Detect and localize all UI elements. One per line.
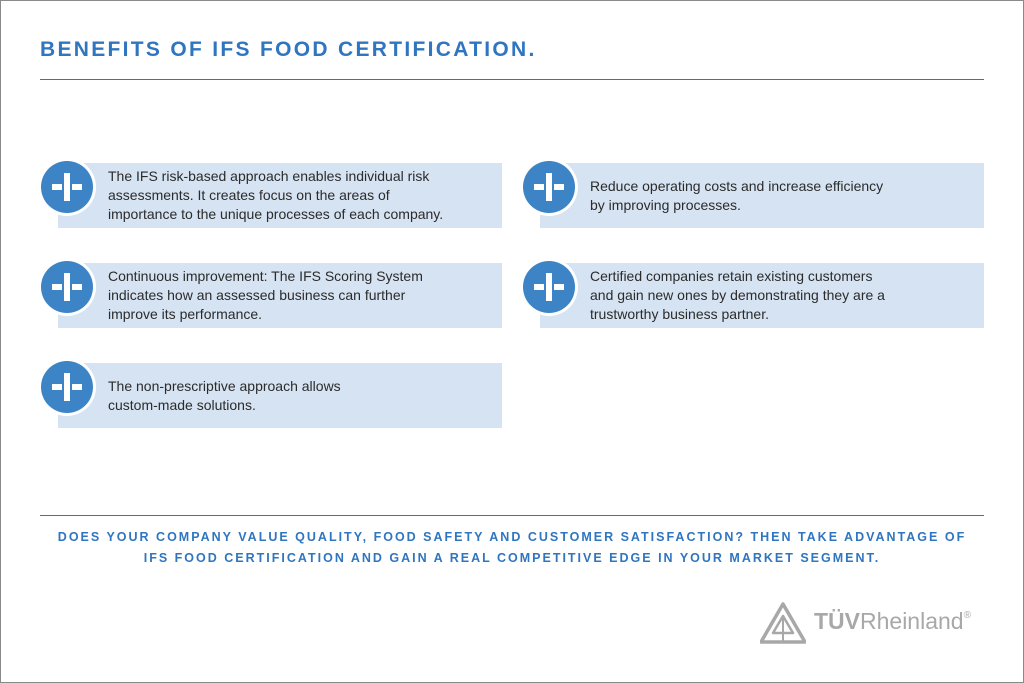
plus-circle-icon xyxy=(41,161,93,213)
benefit-card-4 xyxy=(540,263,984,328)
benefit-card-1 xyxy=(58,163,502,228)
registered-mark: ® xyxy=(963,610,971,621)
benefit-card-2 xyxy=(540,163,984,228)
benefit-text: The IFS risk-based approach enables individual risk assessments. It creates focus on the areas of importance to the unique processes of each company. xyxy=(108,168,444,222)
page-title: BENEFITS OF IFS FOOD CERTIFICATION. xyxy=(40,38,537,61)
plus-circle-icon xyxy=(523,261,575,313)
plus-circle-icon xyxy=(41,361,93,413)
cta-line-1: DOES YOUR COMPANY VALUE QUALITY, FOOD SAFETY AND CUSTOMER SATISFACTION? THEN TAKE ADVANTAGE OF xyxy=(57,530,967,544)
logo-wordmark xyxy=(814,608,971,635)
cta-divider xyxy=(40,515,984,516)
plus-circle-icon xyxy=(41,261,93,313)
tuv-triangle-icon xyxy=(760,602,806,644)
title-divider xyxy=(40,79,984,80)
benefit-text: Reduce operating costs and increase efficiency by improving processes. xyxy=(590,177,884,213)
call-to-action xyxy=(40,527,984,569)
plus-circle-icon xyxy=(523,161,575,213)
benefit-card-3 xyxy=(58,263,502,328)
benefit-text: The non-prescriptive approach allows custom-made solutions. xyxy=(108,377,341,413)
benefit-text: Certified companies retain existing customers and gain new ones by demonstrating they are a trustworthy business partner. xyxy=(590,268,885,322)
logo-brand-regular: Rheinland xyxy=(860,608,964,634)
tuv-rheinland-logo xyxy=(760,602,990,646)
benefit-text: Continuous improvement: The IFS Scoring System indicates how an assessed business can further improve its performance. xyxy=(108,268,423,322)
benefit-card-5 xyxy=(58,363,502,428)
logo-brand-bold: TÜV xyxy=(814,608,860,634)
cta-line-2: IFS FOOD CERTIFICATION AND GAIN A REAL COMPETITIVE EDGE IN YOUR MARKET SEGMENT. xyxy=(143,551,881,565)
